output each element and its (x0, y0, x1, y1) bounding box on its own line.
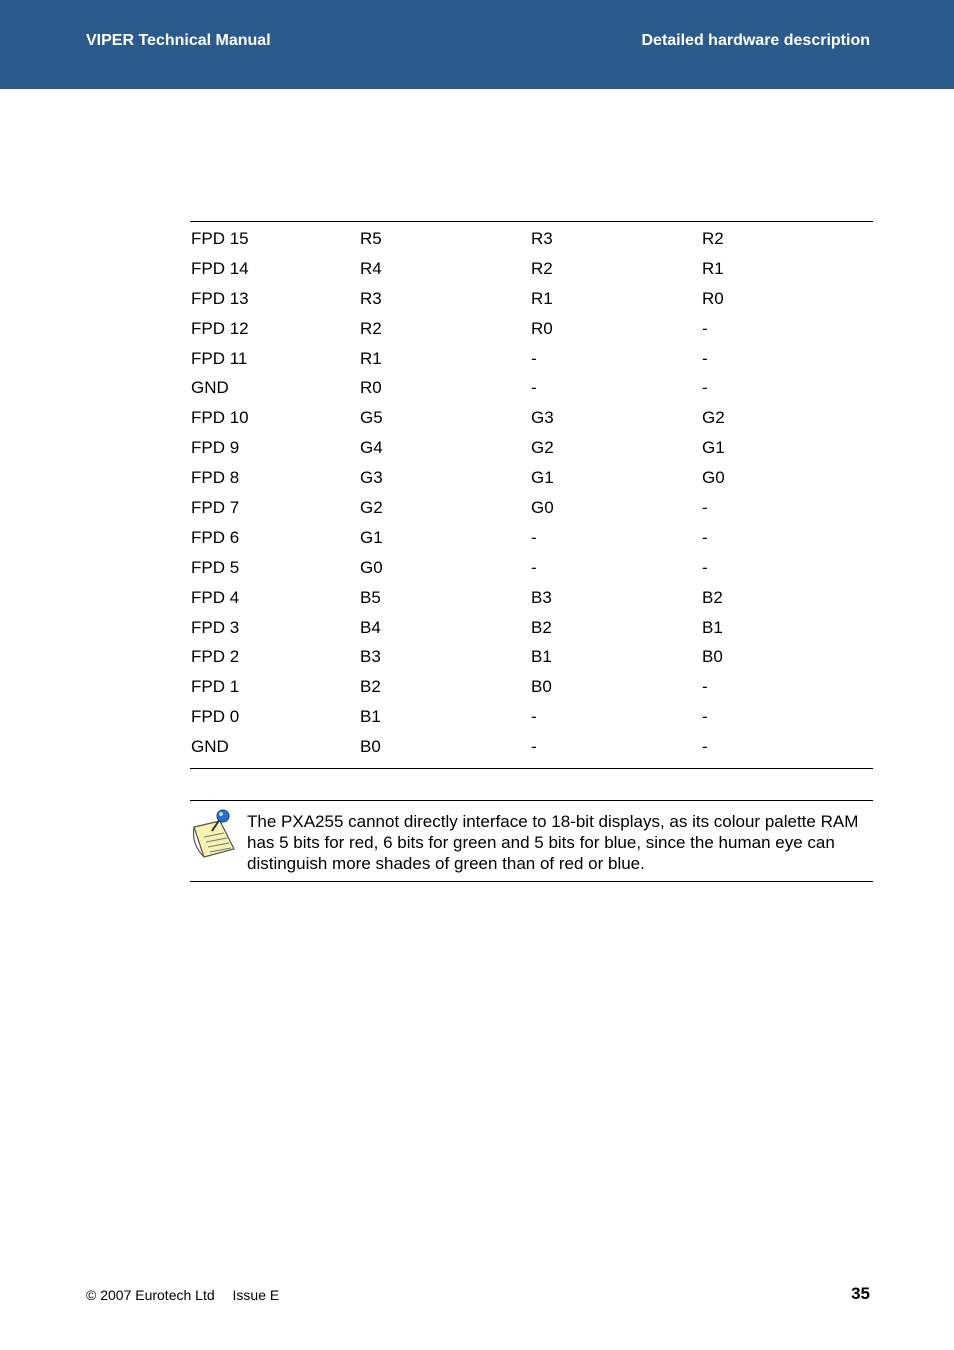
table-cell: R0 (360, 378, 382, 398)
table-cell: - (702, 318, 708, 338)
table-cell: B5 (360, 587, 381, 607)
table-cell: - (531, 378, 537, 398)
table-cell: B2 (702, 587, 723, 607)
table-row (190, 403, 873, 433)
table-cell: R2 (702, 228, 724, 248)
table-cell: FPD 7 (191, 497, 240, 517)
table-row (190, 463, 873, 493)
table-cell: G0 (702, 468, 725, 488)
table-cell: R3 (360, 288, 382, 308)
table-cell: - (702, 677, 708, 697)
copyright: © 2007 Eurotech Ltd (86, 1287, 215, 1303)
pin-mapping-table (190, 221, 873, 769)
table-cell: GND (191, 378, 229, 398)
table-cell: B2 (360, 677, 381, 697)
table-cell: - (702, 527, 708, 547)
table-cell: - (702, 378, 708, 398)
table-cell: FPD 6 (191, 527, 240, 547)
table-row (190, 224, 873, 254)
page-header (0, 0, 954, 89)
table-cell: G1 (360, 527, 383, 547)
table-cell: - (531, 707, 537, 727)
table-row (190, 284, 873, 314)
table-cell: GND (191, 737, 229, 757)
table-row (190, 433, 873, 463)
table-cell: - (702, 737, 708, 757)
table-cell: - (702, 348, 708, 368)
table-cell: G5 (360, 408, 383, 428)
table-row (190, 373, 873, 403)
table-cell: - (702, 497, 708, 517)
table-row (190, 254, 873, 284)
table-cell: G3 (360, 468, 383, 488)
table-cell: FPD 12 (191, 318, 249, 338)
table-cell: G1 (531, 468, 554, 488)
table-cell: R1 (360, 348, 382, 368)
table-cell: R2 (531, 258, 553, 278)
table-cell: - (531, 737, 537, 757)
table-cell: - (702, 707, 708, 727)
table-cell: B0 (702, 647, 723, 667)
table-cell: R3 (531, 228, 553, 248)
note-box (190, 800, 873, 882)
table-cell: FPD 0 (191, 707, 240, 727)
table-cell: G2 (702, 408, 725, 428)
note-pin-icon (190, 809, 238, 861)
table-cell: FPD 8 (191, 468, 240, 488)
table-row (190, 613, 873, 643)
table-cell: B1 (702, 617, 723, 637)
page-number: 35 (851, 1284, 870, 1303)
table-row (190, 314, 873, 344)
table-cell: R4 (360, 258, 382, 278)
table-cell: R0 (531, 318, 553, 338)
table-cell: FPD 3 (191, 617, 240, 637)
table-cell: G0 (531, 497, 554, 517)
table-cell: B2 (531, 617, 552, 637)
table-row (190, 344, 873, 374)
table-cell: FPD 4 (191, 587, 240, 607)
table-cell: R1 (702, 258, 724, 278)
table-cell: - (702, 557, 708, 577)
table-row (190, 672, 873, 702)
table-cell: FPD 15 (191, 228, 249, 248)
table-row (190, 732, 873, 762)
table-row (190, 493, 873, 523)
table-cell: FPD 1 (191, 677, 240, 697)
table-cell: B3 (531, 587, 552, 607)
table-row (190, 523, 873, 553)
table-row (190, 553, 873, 583)
table-cell: FPD 13 (191, 288, 249, 308)
table-cell: B3 (360, 647, 381, 667)
table-cell: B0 (360, 737, 381, 757)
table-cell: B4 (360, 617, 381, 637)
table-cell: R0 (702, 288, 724, 308)
table-cell: FPD 2 (191, 647, 240, 667)
table-cell: FPD 9 (191, 438, 240, 458)
table-cell: R5 (360, 228, 382, 248)
table-cell: FPD 5 (191, 557, 240, 577)
table-cell: R2 (360, 318, 382, 338)
issue-label: Issue E (232, 1287, 280, 1303)
manual-title: VIPER Technical Manual (86, 32, 271, 49)
table-row (190, 583, 873, 613)
table-row (190, 702, 873, 732)
table-cell: B1 (531, 647, 552, 667)
table-cell: G4 (360, 438, 383, 458)
table-cell: G2 (360, 497, 383, 517)
table-cell: G1 (702, 438, 725, 458)
footer (86, 1287, 293, 1303)
table-cell: G2 (531, 438, 554, 458)
table-cell: - (531, 348, 537, 368)
table-cell: B0 (531, 677, 552, 697)
table-cell: - (531, 557, 537, 577)
table-cell: R1 (531, 288, 553, 308)
note-text: The PXA255 cannot directly interface to 18-bit displays, as its colour palette RAM has 5 bits for red, 6 bits for green and 5 bits for blue, since the human eye can distinguish more shades of green than of red or blue. (247, 812, 859, 873)
table-cell: FPD 14 (191, 258, 249, 278)
table-cell: FPD 11 (191, 348, 248, 368)
table-row (190, 642, 873, 672)
table-cell: - (531, 527, 537, 547)
table-cell: G3 (531, 408, 554, 428)
table-cell: G0 (360, 557, 383, 577)
table-cell: FPD 10 (191, 408, 249, 428)
section-title: Detailed hardware description (641, 32, 870, 49)
table-cell: B1 (360, 707, 381, 727)
